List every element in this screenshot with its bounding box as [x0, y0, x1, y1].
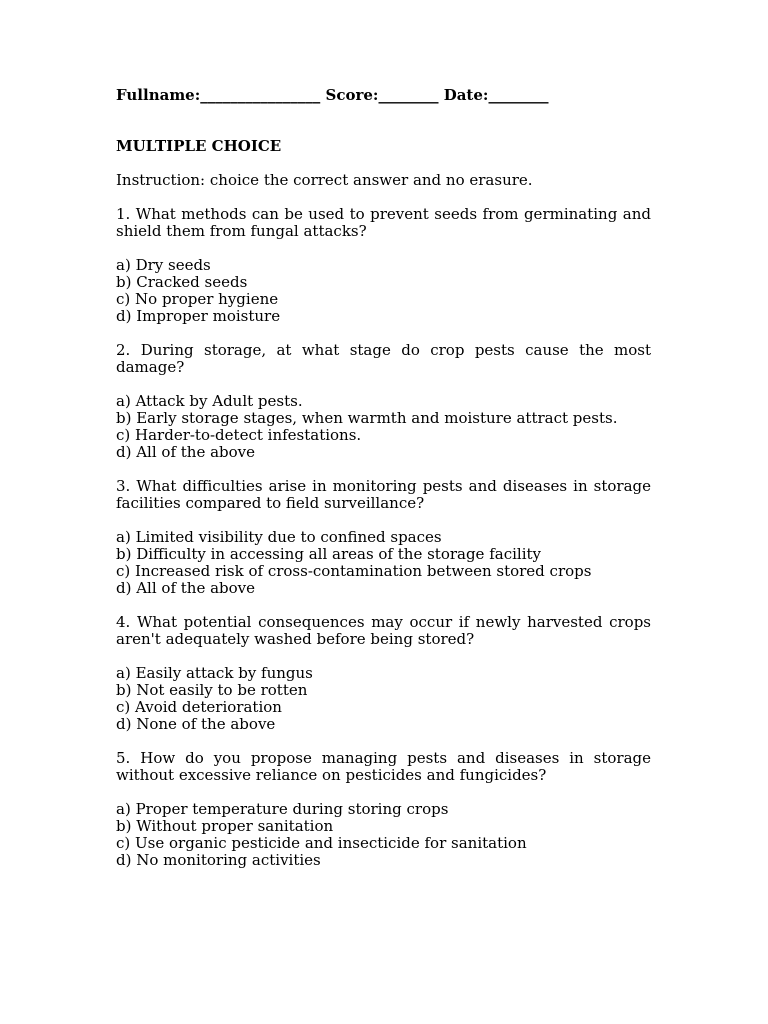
question-text-5: 5. How do you propose managing pests and diseases in storage without excessive reliance on pesticides and fungicides?	[116, 749, 651, 784]
option-3c: c) Increased risk of cross-contamination between stored crops	[116, 562, 592, 580]
option-1c: c) No proper hygiene	[116, 290, 279, 308]
option-list-3	[116, 529, 651, 597]
option-2c: c) Harder-to-detect infestations.	[116, 426, 362, 444]
option-4d: d) None of the above	[116, 715, 276, 733]
question-block-1	[116, 206, 651, 325]
score-field: Score:________	[325, 86, 439, 104]
option-list-4	[116, 665, 651, 733]
section-title: MULTIPLE CHOICE	[116, 137, 282, 155]
option-3a: a) Limited visibility due to confined spaces	[116, 528, 442, 546]
date-field: Date:________	[443, 86, 549, 104]
option-3b: b) Difficulty in accessing all areas of the storage facility	[116, 545, 541, 563]
option-list-2	[116, 393, 651, 461]
question-block-3	[116, 478, 651, 597]
option-5c: c) Use organic pesticide and insecticide for sanitation	[116, 834, 527, 852]
option-2d: d) All of the above	[116, 443, 256, 461]
question-text-2: 2. During storage, at what stage do crop pests cause the most damage?	[116, 341, 651, 376]
question-text-4: 4. What potential consequences may occur if newly harvested crops aren't adequately washed before being stored?	[116, 613, 651, 648]
fullname-field: Fullname:________________	[116, 86, 321, 104]
option-list-1	[116, 257, 651, 325]
option-5a: a) Proper temperature during storing crops	[116, 800, 449, 818]
option-4a: a) Easily attack by fungus	[116, 664, 313, 682]
option-3d: d) All of the above	[116, 579, 256, 597]
option-5d: d) No monitoring activities	[116, 851, 321, 869]
question-block-2	[116, 342, 651, 461]
option-1b: b) Cracked seeds	[116, 273, 248, 291]
quiz-document	[116, 87, 651, 869]
question-block-4	[116, 614, 651, 733]
option-2b: b) Early storage stages, when warmth and moisture attract pests.	[116, 409, 618, 427]
question-text-3: 3. What difficulties arise in monitoring pests and diseases in storage facilities compared to field surveillance?	[116, 477, 651, 512]
option-5b: b) Without proper sanitation	[116, 817, 334, 835]
option-1d: d) Improper moisture	[116, 307, 281, 325]
option-1a: a) Dry seeds	[116, 256, 211, 274]
option-list-5	[116, 801, 651, 869]
option-4c: c) Avoid deterioration	[116, 698, 282, 716]
instruction-text: Instruction: choice the correct answer and no erasure.	[116, 171, 533, 189]
question-text-1: 1. What methods can be used to prevent seeds from germinating and shield them from fungal attacks?	[116, 205, 651, 240]
question-block-5	[116, 750, 651, 869]
header-fields	[116, 87, 651, 104]
option-4b: b) Not easily to be rotten	[116, 681, 308, 699]
option-2a: a) Attack by Adult pests.	[116, 392, 303, 410]
